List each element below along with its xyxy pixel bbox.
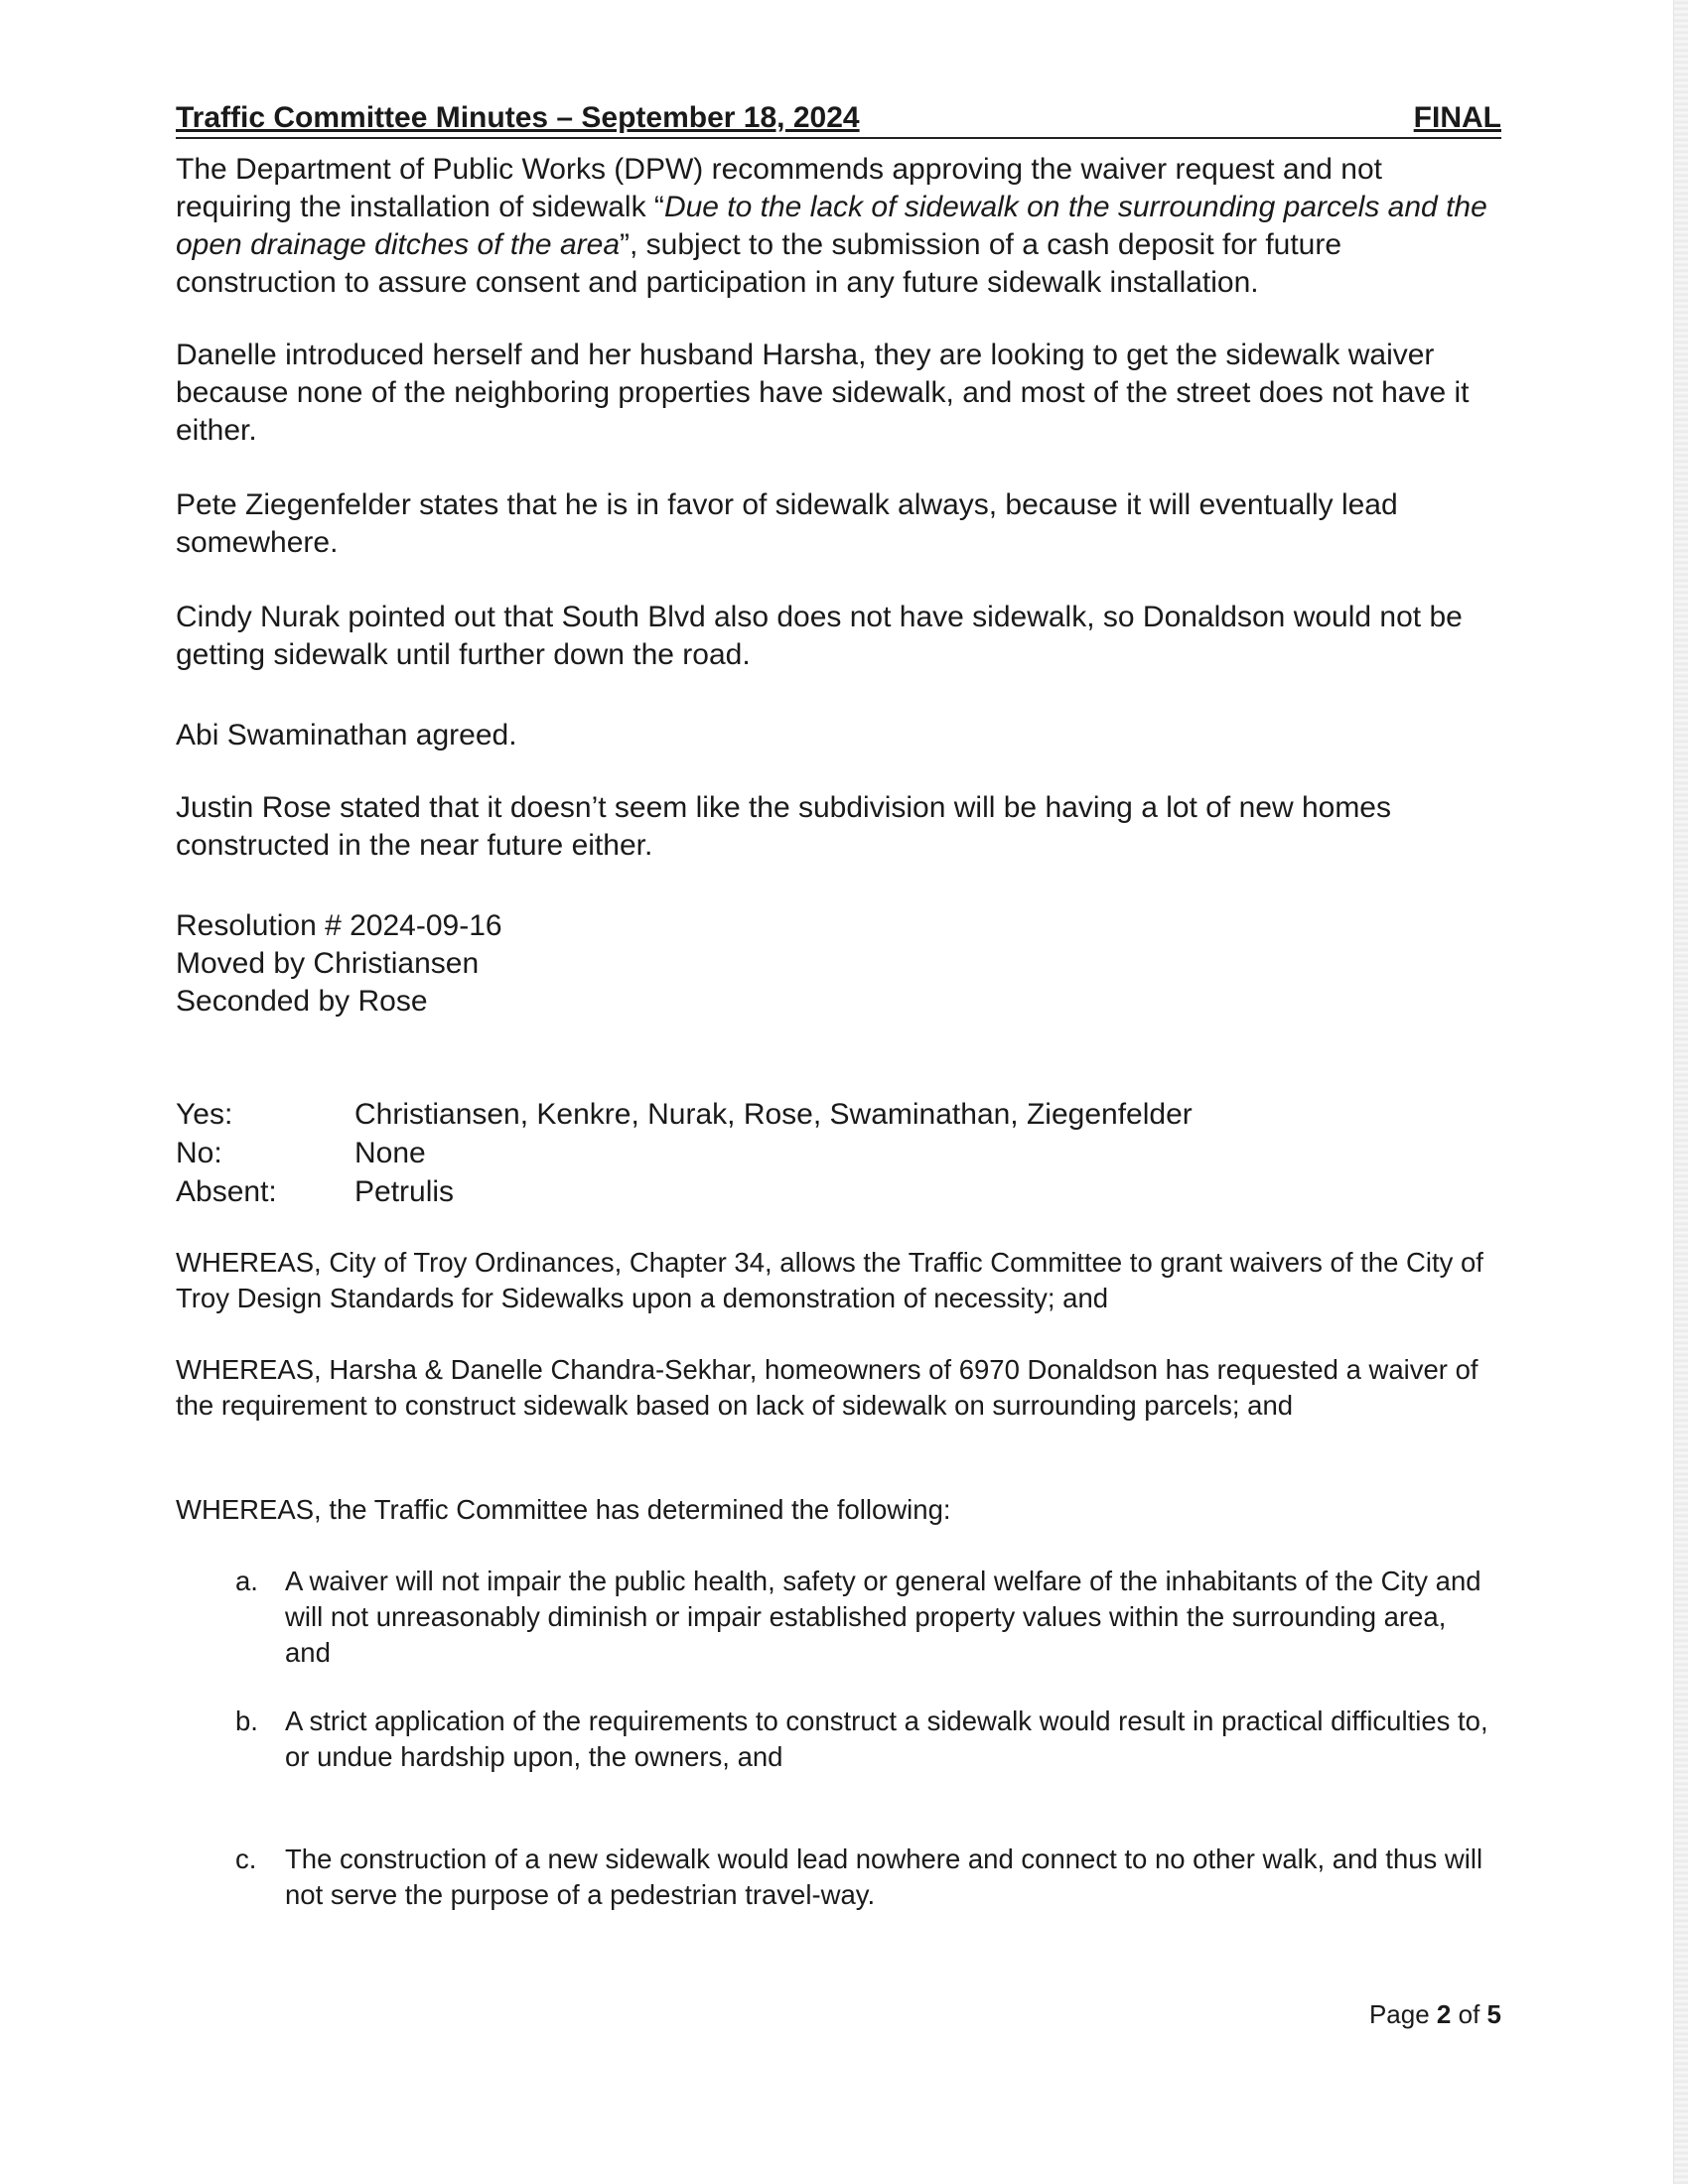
page-current: 2 [1436,1999,1452,2029]
finding-text: A strict application of the requirements to construct a sidewalk would result in practical difficulties to, or undue hardship upon, the owners, and [285,1706,1488,1772]
resolution-moved: Moved by Christiansen [176,947,480,980]
page-total: 5 [1486,1999,1501,2029]
page-of: of [1458,1999,1480,2029]
dpw-recommendation-paragraph [176,151,1501,302]
dpw-recommendation-tail: ”, subject to the submission of a cash deposit for future construction to assure consent and participation in any future sidewalk installation. [176,228,1342,299]
finding-marker: b. [235,1706,258,1736]
vote-label: Absent: [176,1175,277,1208]
vote-names: Petrulis [354,1175,455,1208]
finding-text: The construction of a new sidewalk would lead nowhere and connect to no other walk, and thus will not serve the purpose of a pedestrian travel-way. [285,1843,1483,1910]
vote-label: Yes: [176,1098,233,1131]
vote-names: Christiansen, Kenkre, Nurak, Rose, Swaminathan, Ziegenfelder [354,1098,1193,1131]
vote-names: None [354,1137,426,1169]
status-label: FINAL [1413,101,1501,134]
discussion-paragraph: Cindy Nurak pointed out that South Blvd also does not have sidewalk, so Donaldson would not be getting sidewalk until further down the road. [176,601,1463,671]
finding-marker: a. [235,1566,258,1596]
finding-marker: c. [235,1843,257,1874]
minutes-title: Traffic Committee Minutes – September 18, 2024 [176,101,860,134]
whereas-clause: WHEREAS, Harsha & Danelle Chandra-Sekhar, homeowners of 6970 Donaldson has requested a waiver of the requirement to construct sidewalk based on lack of sidewalk on surrounding parcels; and [176,1354,1478,1421]
discussion-paragraph: Justin Rose stated that it doesn’t seem like the subdivision will be having a lot of new homes constructed in the near future either. [176,791,1391,862]
page-number [1369,1999,1501,2030]
page-prefix: Page [1368,1999,1430,2029]
whereas-clause: WHEREAS, City of Troy Ordinances, Chapter 34, allows the Traffic Committee to grant waivers of the City of Troy Design Standards for Sidewalks upon a demonstration of necessity; and [176,1247,1483,1313]
finding-text: A waiver will not impair the public health, safety or general welfare of the inhabitants of the City and will not unreasonably diminish or impair established property values within the surrounding area, and [285,1566,1481,1668]
resolution-seconded: Seconded by Rose [176,985,428,1018]
vote-label: No: [176,1137,222,1169]
discussion-paragraph: Danelle introduced herself and her husband Harsha, they are looking to get the sidewalk waiver because none of the neighboring properties have sidewalk, and most of the street does not have it either. [176,339,1470,447]
scan-edge-shading [1673,0,1688,2184]
whereas-clause: WHEREAS, the Traffic Committee has determined the following: [176,1494,951,1525]
discussion-paragraph: Pete Ziegenfelder states that he is in favor of sidewalk always, because it will eventually lead somewhere. [176,488,1398,559]
resolution-block [176,907,1501,1021]
resolution-number: Resolution # 2024-09-16 [176,909,502,942]
discussion-paragraph: Abi Swaminathan agreed. [176,719,517,751]
dpw-recommendation-quote: Due to the lack of sidewalk on the surrounding parcels and the open drainage ditches of the area [176,191,1487,261]
page-header [176,97,1501,139]
dpw-recommendation-lead: The Department of Public Works (DPW) recommends approving the waiver request and not requiring the installation of sidewalk “ [176,153,1382,223]
